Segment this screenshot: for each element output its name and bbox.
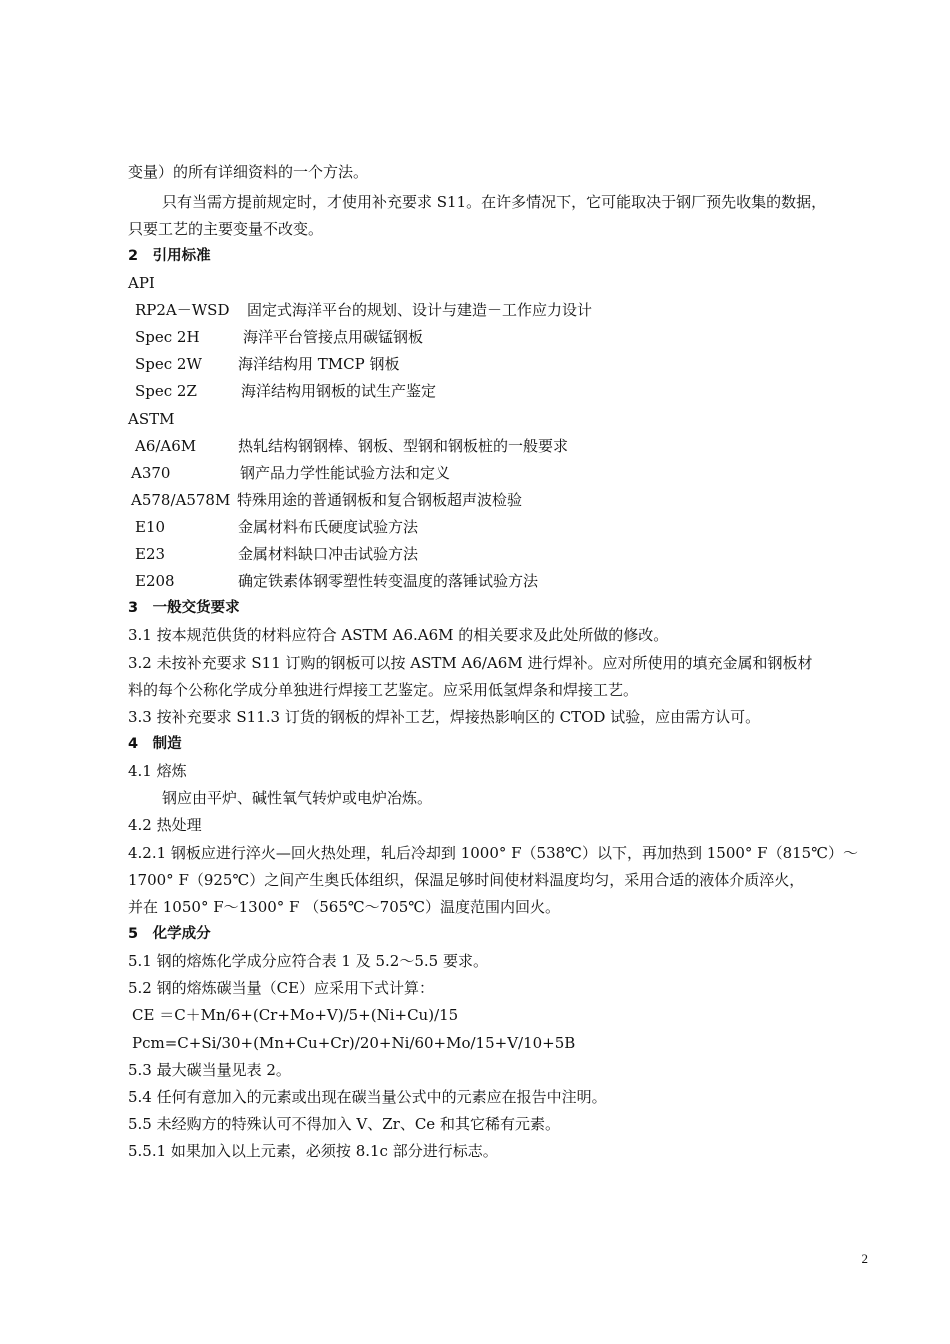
clause-3-1: 3.1 按本规范供货的材料应符合 ASTM A6.A6M 的相关要求及此处所做的修改。: [128, 626, 669, 644]
astm-label: ASTM: [128, 410, 175, 428]
clause-4-2-heading: 4.2 热处理: [128, 816, 202, 834]
api-ref-code: Spec 2Z: [135, 382, 197, 400]
api-ref-desc: 海洋结构用钢板的试生产鉴定: [241, 382, 437, 400]
astm-ref-desc: 金属材料缺口冲击试验方法: [238, 545, 419, 563]
clause-5-5-1: 5.5.1 如果加入以上元素，必须按 8.1c 部分进行标志。: [128, 1142, 498, 1160]
astm-ref-desc: 热轧结构钢钢棒、钢板、型钢和钢板桩的一般要求: [238, 437, 569, 455]
section-3-heading: 3 一般交货要求: [128, 600, 240, 616]
section-2-heading: 2 引用标准: [128, 248, 211, 264]
astm-ref-code: E208: [135, 572, 175, 590]
api-label: API: [128, 274, 155, 292]
api-ref-code: Spec 2W: [135, 355, 202, 373]
clause-4-2-1-line2: 1700° F（925℃）之间产生奥氏体组织，保温足够时间使材料温度均匀，采用合适的液体介质淬火，: [128, 871, 805, 889]
astm-ref-desc: 金属材料布氏硬度试验方法: [238, 518, 419, 536]
intro-tail-line: 变量）的所有详细资料的一个方法。: [128, 163, 369, 181]
s11-paragraph-line2: 只要工艺的主要变量不改变。: [128, 220, 324, 238]
section-5-heading: 5 化学成分: [128, 926, 211, 942]
clause-4-1-heading: 4.1 熔炼: [128, 762, 187, 780]
api-ref-code: Spec 2H: [135, 328, 200, 346]
clause-4-1-text: 钢应由平炉、碱性氧气转炉或电炉冶炼。: [162, 789, 433, 807]
astm-ref-code: E23: [135, 545, 166, 563]
api-ref-desc: 海洋平台管接点用碳锰钢板: [243, 328, 424, 346]
s11-paragraph-line1: 只有当需方提前规定时，才使用补充要求 S11。在许多情况下，它可能取决于钢厂预先收集的数据，: [162, 193, 827, 211]
clause-3-3: 3.3 按补充要求 S11.3 订货的钢板的焊补工艺，焊接热影响区的 CTOD 试验，应由需方认可。: [128, 708, 761, 726]
astm-ref-code: E10: [135, 518, 166, 536]
clause-4-2-1-line3: 并在 1050° F～1300° F （565℃～705℃）温度范围内回火。: [128, 898, 561, 916]
section-4-heading: 4 制造: [128, 736, 182, 752]
astm-ref-desc: 钢产品力学性能试验方法和定义: [240, 464, 451, 482]
clause-3-2-line2: 料的每个公称化学成分单独进行焊接工艺鉴定。应采用低氢焊条和焊接工艺。: [128, 681, 639, 699]
api-ref-code: RP2A－WSD: [135, 301, 230, 319]
clause-5-2: 5.2 钢的熔炼碳当量（CE）应采用下式计算：: [128, 979, 435, 997]
astm-ref-code: A578/A578M: [131, 491, 231, 509]
formula-ce: CE ＝C＋Mn/6+(Cr+Mo+V)/5+(Ni+Cu)/15: [132, 1006, 459, 1024]
astm-ref-desc: 特殊用途的普通钢板和复合钢板超声波检验: [237, 491, 523, 509]
astm-ref-desc: 确定铁素体钢零塑性转变温度的落锤试验方法: [238, 572, 539, 590]
astm-ref-code: A6/A6M: [135, 437, 197, 455]
clause-3-2-line1: 3.2 未按补充要求 S11 订购的钢板可以按 ASTM A6/A6M 进行焊补。应对所使用的填充金属和钢板材: [128, 654, 813, 672]
api-ref-desc: 固定式海洋平台的规划、设计与建造－工作应力设计: [247, 301, 593, 319]
astm-ref-code: A370: [131, 464, 171, 482]
clause-5-5: 5.5 未经购方的特殊认可不得加入 V、Zr、Ce 和其它稀有元素。: [128, 1115, 560, 1133]
clause-5-3: 5.3 最大碳当量见表 2。: [128, 1061, 291, 1079]
clause-4-2-1-line1: 4.2.1 钢板应进行淬火—回火热处理，轧后冷却到 1000° F（538℃）以下，再加热到 1500° F（815℃）～: [128, 844, 858, 862]
page-number: 2: [861, 1251, 868, 1266]
clause-5-4: 5.4 任何有意加入的元素或出现在碳当量公式中的元素应在报告中注明。: [128, 1088, 607, 1106]
clause-5-1: 5.1 钢的熔炼化学成分应符合表 1 及 5.2～5.5 要求。: [128, 952, 488, 970]
formula-pcm: Pcm=C+Si/30+(Mn+Cu+Cr)/20+Ni/60+Mo/15+V/10+5B: [132, 1034, 576, 1052]
api-ref-desc: 海洋结构用 TMCP 钢板: [238, 355, 400, 373]
